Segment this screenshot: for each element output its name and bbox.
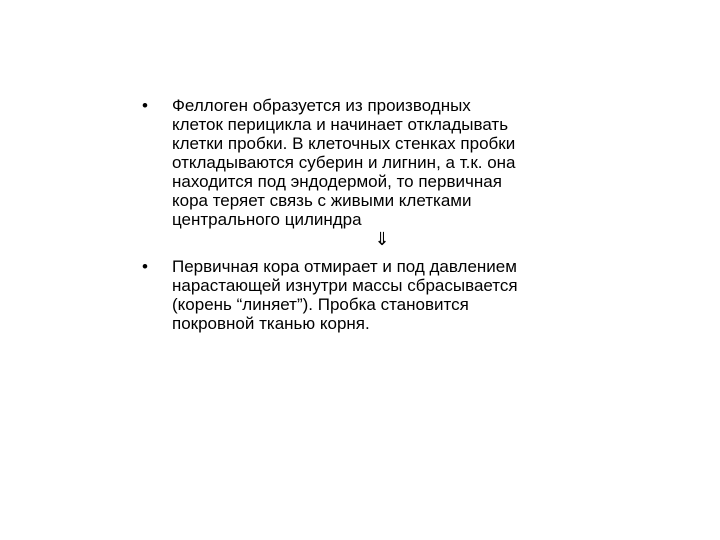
bullet-item-1 xyxy=(142,96,592,229)
bullet-text: Феллоген образуется из производных клеток перицикла и начинает откладывать клетки пробки. В клеточных стенках пробки откладываются суберин и лигнин, а т.к. она находится под эндодермой, то первичная кора теряет связь с живыми клетками центрального цилиндра xyxy=(172,96,516,229)
bullet-list xyxy=(142,96,592,333)
bullet-item-2 xyxy=(142,257,592,333)
bullet-text: Первичная кора отмирает и под давлением нарастающей изнутри массы сбрасывается (корень “линяет”). Пробка становится покровной тканью корня. xyxy=(172,257,518,333)
down-double-arrow-icon: ⇓ xyxy=(374,229,390,250)
bullet-marker: • xyxy=(142,96,148,115)
bullet-marker: • xyxy=(142,257,148,276)
